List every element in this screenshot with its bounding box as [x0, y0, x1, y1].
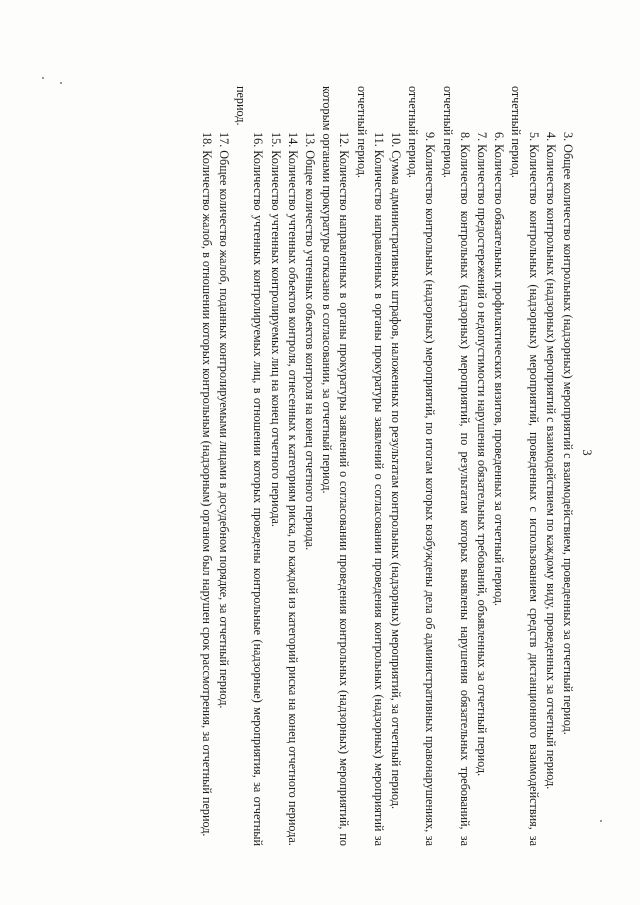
item-text: Общее количество жалоб, поданных контролируемыми лицами в досудебном порядке, за отчетный период.: [216, 150, 231, 709]
list-item: [490, 86, 507, 846]
list-item: [352, 86, 386, 846]
list-item: [507, 86, 541, 846]
item-number: 9.: [423, 132, 438, 142]
list-item: [473, 86, 490, 846]
list-item: [215, 86, 232, 846]
list-item: [301, 86, 318, 846]
document-body: [198, 86, 576, 846]
scan-speck: [42, 77, 44, 79]
item-number: 4.: [543, 132, 558, 142]
list-item: [387, 86, 404, 846]
item-text: Количество учтенных контролируемых лиц, в отношении которых проведены контрольные (надзорные) мероприятия, за отчетный период.: [234, 86, 266, 846]
list-item: [318, 86, 352, 846]
item-number: 14.: [285, 132, 300, 148]
scan-speck: [600, 820, 602, 822]
item-text: Количество направленных в органы прокуратуры заявлений о согласовании проведения контрольных (надзорных) мероприятий за отчетный период.: [354, 86, 386, 846]
item-number: 10.: [388, 132, 403, 148]
item-text: Количество учтенных контролируемых лиц на конец отчетного периода.: [268, 150, 283, 527]
item-number: 16.: [251, 132, 266, 148]
list-item: [438, 86, 472, 846]
item-text: Количество направленных в органы прокуратуры заявлений о согласовании проведения контрольных (надзорных) мероприятий, по которым органами прокуратуры отказано в согласовании, за отчетный период.: [320, 86, 352, 846]
item-text: Количество контрольных (надзорных) мероприятий, проведенных с использованием средств дистанционного взаимодействия, за отчетный период.: [509, 86, 541, 846]
page-number: 3: [580, 449, 594, 456]
item-number: 8.: [457, 132, 472, 142]
item-text: Общее количество учтенных объектов контроля на конец отчетного периода.: [302, 150, 317, 551]
item-number: 15.: [268, 132, 283, 148]
item-number: 18.: [199, 132, 214, 148]
item-number: 6.: [492, 132, 507, 142]
list-item: [198, 86, 215, 846]
item-text: Количество контрольных (надзорных) мероприятий с взаимодействием по каждому виду, проведенных за отчетный период.: [543, 144, 558, 790]
item-text: Количество контрольных (надзорных) мероприятий, по результатам которых выявлены нарушения обязательных требований, за отчетный период.: [440, 86, 472, 846]
list-item: [232, 86, 266, 846]
list-item: [559, 86, 576, 846]
item-text: Количество жалоб, в отношении которых контрольным (надзорным) органом был нарушен срок рассмотрения, за отчетный период.: [199, 150, 214, 837]
item-number: 17.: [216, 132, 231, 148]
list-item: [284, 86, 301, 846]
scan-speck: [60, 82, 62, 84]
item-text: Количество обязательных профилактических визитов, проведенных за отчетный период.: [492, 144, 507, 606]
item-number: 13.: [302, 132, 317, 148]
item-text: Сумма административных штрафов, наложенных по результатам контрольных (надзорных) мероприятий, за отчетный период.: [388, 150, 403, 809]
item-number: 5.: [526, 132, 541, 142]
item-number: 12.: [337, 132, 352, 148]
list-item: [542, 86, 559, 846]
item-number: 7.: [474, 132, 489, 142]
item-text: Общее количество контрольных (надзорных) мероприятий с взаимодействием, проведенных за отчетный период.: [561, 144, 575, 735]
item-text: Количество контрольных (надзорных) мероприятий, по итогам которых возбуждены дела об административных правонарушениях, за отчетный период.: [406, 86, 438, 846]
list-item: [266, 86, 283, 846]
item-text: Количество предостережений о недопустимости нарушения обязательных требований, объявленных за отчетный период.: [474, 144, 489, 777]
item-text: Количество учтенных объектов контроля, отнесенных к категориям риска, по каждой из категорий риска на конец отчетного периода.: [285, 150, 300, 846]
list-item: [404, 86, 438, 846]
item-number: 11.: [371, 132, 386, 147]
item-number: 3.: [561, 132, 575, 142]
